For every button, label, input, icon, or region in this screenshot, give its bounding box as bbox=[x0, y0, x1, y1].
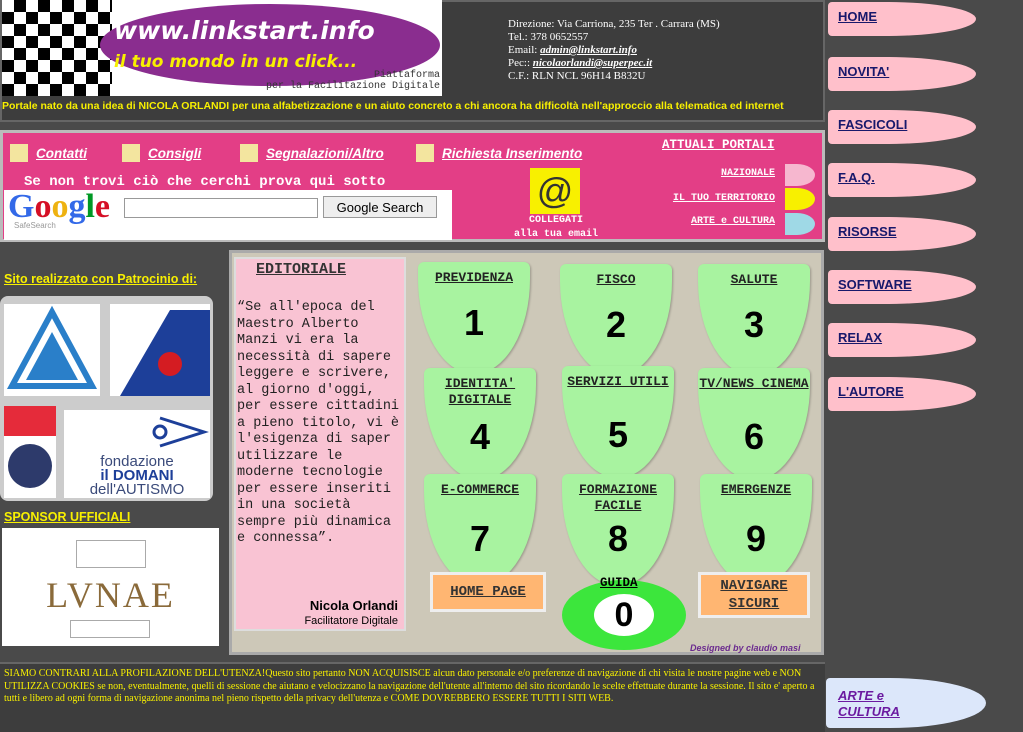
portali-title[interactable]: ATTUALI PORTALI bbox=[662, 138, 775, 152]
guida-label[interactable]: GUIDA bbox=[600, 576, 638, 590]
tile-previdenza[interactable]: PREVIDENZA 1 bbox=[418, 262, 530, 374]
tile-formazione-facile[interactable]: FORMAZIONE FACILE 8 bbox=[562, 474, 674, 586]
logo-url: www.linkstart.info bbox=[114, 16, 375, 45]
pec-link[interactable]: nicolaorlandi@superpec.it bbox=[532, 57, 653, 69]
lunae-sponsor-logo[interactable]: LVNAE bbox=[2, 528, 219, 646]
privacy-footer: SIAMO CONTRARI ALLA PROFILAZIONE DELL'UTENZA!Questo sito pertanto NON ACQUISISCE alcun dato personale e/o preferenze di navigazione di chi visita le nostre pagine web e NON UTILIZZA COOKIES se non, eventualmente, quelli di sessione che aiutano e velocizzano la navigazione dell'utente all'interno del sito ricordando le scelte effettuate durante la sessione. Il sito e' aperto a tutti e libero ad ogni forma di navigazione anonima nel pieno rispetto della privacy dell'utenza e COME DOVREBBERO ESSERE TUTTI I SITI WEB. bbox=[0, 662, 825, 732]
square-icon bbox=[122, 144, 140, 162]
guida-number[interactable]: 0 bbox=[594, 594, 654, 636]
editoriale-role: Facilitatore Digitale bbox=[304, 615, 398, 627]
tile-emergenze[interactable]: EMERGENZE 9 bbox=[700, 474, 812, 586]
region-logo[interactable] bbox=[110, 304, 210, 396]
designer-credit: Designed by claudio masi bbox=[690, 643, 801, 653]
tagline: Portale nato da una idea di NICOLA ORLANDI per una alfabetizzazione e un aiuto concreto a chi ancora ha difficoltà nell'approccio alla telematica ed internet bbox=[2, 100, 784, 112]
editoriale-text: “Se all'epoca del Maestro Alberto Manzi vi era la necessità di sapere leggere e scrivere, al giorno d'oggi, per essere cittadini a pieno titolo, vi è l'esigenza di saper utilizzare le moderne tecnologie per essere inseriti in una società sempre più dinamica e connessa”. bbox=[237, 300, 400, 546]
nav-software[interactable]: SOFTWARE bbox=[828, 270, 976, 304]
nav-novita[interactable]: NOVITA' bbox=[828, 57, 976, 91]
tile-fisco[interactable]: FISCO 2 bbox=[560, 264, 672, 376]
nav-home[interactable]: HOME bbox=[828, 2, 976, 36]
google-search-button[interactable]: Google Search bbox=[323, 196, 437, 218]
editoriale-author: Nicola Orlandi bbox=[309, 598, 398, 613]
patrocinio-heading: Sito realizzato con Patrocinio di: bbox=[4, 272, 198, 286]
tile-e-commerce[interactable]: E-COMMERCE 7 bbox=[424, 474, 536, 586]
tile-tv-news-cinema[interactable]: TV/NEWS CINEMA 6 bbox=[698, 368, 810, 480]
square-icon bbox=[416, 144, 434, 162]
police-logo[interactable] bbox=[4, 406, 56, 498]
association-logo[interactable] bbox=[4, 304, 100, 396]
link-consigli[interactable]: Consigli bbox=[122, 144, 201, 162]
portale-territorio[interactable]: IL TUO TERRITORIO bbox=[672, 193, 775, 204]
sponsor-heading: SPONSOR UFFICIALI bbox=[4, 510, 131, 524]
portale-nazionale[interactable]: NAZIONALE bbox=[720, 168, 775, 179]
nav-faq[interactable]: F.A.Q. bbox=[828, 163, 976, 197]
google-logo: Google bbox=[8, 188, 110, 225]
email-login-link[interactable]: COLLEGATI alla tua email bbox=[513, 215, 598, 240]
search-input[interactable] bbox=[124, 198, 318, 218]
checkered-flag-icon bbox=[2, 0, 112, 96]
tile-servizi-utili[interactable]: SERVIZI UTILI 5 bbox=[562, 366, 674, 478]
link-richiesta-inserimento[interactable]: Richiesta Inserimento bbox=[416, 144, 582, 162]
nav-autore[interactable]: L'AUTORE bbox=[828, 377, 976, 411]
square-icon bbox=[10, 144, 28, 162]
fondazione-logo[interactable]: fondazione il DOMANI dell'AUTISMO bbox=[64, 410, 210, 498]
email-at-icon[interactable]: @ bbox=[530, 168, 580, 214]
nav-fascicoli[interactable]: FASCICOLI bbox=[828, 110, 976, 144]
home-page-button[interactable]: HOME PAGE bbox=[430, 572, 546, 612]
arte-cultura-link[interactable]: ARTE e CULTURA bbox=[826, 678, 986, 728]
logo-slogan: il tuo mondo in un click... bbox=[114, 52, 358, 72]
search-hint: Se non trovi ciò che cerchi prova qui sotto bbox=[24, 174, 386, 190]
portale-cultura[interactable]: ARTE e CULTURA bbox=[690, 216, 775, 227]
logo-caption: Piattaforma per la Facilitazione Digitale bbox=[265, 70, 440, 92]
link-segnalazioni[interactable]: Segnalazioni/Altro bbox=[240, 144, 384, 162]
tile-identita-digitale[interactable]: IDENTITA' DIGITALE 4 bbox=[424, 368, 536, 480]
link-contatti[interactable]: Contatti bbox=[10, 144, 87, 162]
square-icon bbox=[240, 144, 258, 162]
safesearch-label: SafeSearch bbox=[14, 221, 56, 230]
nav-risorse[interactable]: RISORSE bbox=[828, 217, 976, 251]
navigare-sicuri-button[interactable]: NAVIGARE SICURI bbox=[698, 572, 810, 618]
tile-salute[interactable]: SALUTE 3 bbox=[698, 264, 810, 376]
editoriale-title: EDITORIALE bbox=[256, 261, 347, 278]
email-link[interactable]: admin@linkstart.info bbox=[540, 44, 637, 56]
site-logo[interactable] bbox=[2, 0, 442, 96]
contact-info: Direzione: Via Carriona, 235 Ter . Carrara (MS) Tel.: 378 0652557 Email: admin@linkstart.info Pec:: nicolaorlandi@superpec.it C.F.: RLN NCL 96H14 B832U bbox=[508, 18, 720, 82]
nav-relax[interactable]: RELAX bbox=[828, 323, 976, 357]
